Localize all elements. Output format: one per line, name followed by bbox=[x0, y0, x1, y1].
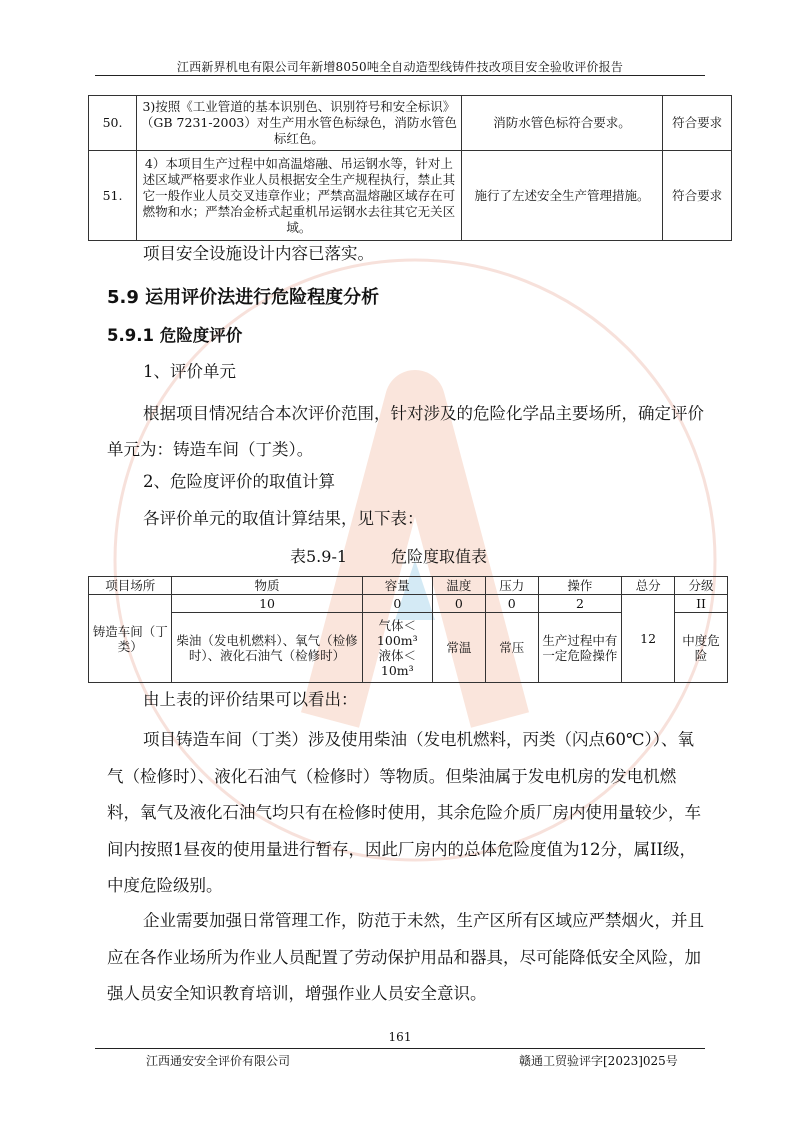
header-substance: 物质 bbox=[172, 577, 362, 595]
table-row bbox=[89, 151, 732, 241]
check-verdict: 符合要求 bbox=[663, 96, 732, 151]
check-measure: 消防水管色标符合要求。 bbox=[461, 96, 663, 151]
page-number: 161 bbox=[388, 1030, 412, 1044]
header-pressure: 压力 bbox=[485, 577, 538, 595]
safety-check-table bbox=[88, 95, 732, 241]
check-verdict: 符合要求 bbox=[663, 151, 732, 241]
caption-title: 危险度取值表 bbox=[391, 547, 488, 566]
header-capacity: 容量 bbox=[362, 577, 432, 595]
paragraph-recommend: 企业需要加强日常管理工作，防范于未然，生产区所有区域应严禁烟火，并且应在各作业场所为作业人员配置了劳动保护用品和器具，尽可能降低安全风险，加强人员安全知识教育培训，增强作业人员安全意识。 bbox=[107, 911, 704, 1003]
hazard-table bbox=[88, 576, 728, 683]
page-header: 江西新界机电有限公司年新增8050吨全自动造型线铸件技改项目安全验收评价报告 bbox=[176, 60, 624, 74]
cell-total: 12 bbox=[622, 595, 675, 683]
check-content: 3)按照《工业管道的基本识别色、识别符号和安全标识》（GB 7231-2003）对生产用水管色标绿色，消防水管色标红色。 bbox=[137, 96, 462, 151]
header-total: 总分 bbox=[622, 577, 675, 595]
list-item-2: 2、危险度评价的取值计算 bbox=[143, 472, 335, 491]
table-caption bbox=[290, 544, 531, 567]
score-temperature: 0 bbox=[432, 595, 485, 613]
paragraph-analysis: 项目铸造车间（丁类）涉及使用柴油（发电机燃料，丙类（闪点60℃））、氧气（检修时）、液化石油气（检修时）等物质。但柴油属于发电机房的发电机燃料，氧气及液化石油气均只有在检修时使用，其余危险介质厂房内使用量较少，车间内按照1昼夜的使用量进行暂存，因此厂房内的总体危险度值为12分，属II级，中度危险级别。 bbox=[107, 730, 701, 895]
cell-substance: 柴油（发电机燃料）、氧气（检修时）、液化石油气（检修时） bbox=[172, 613, 362, 683]
section-title: 5.9 运用评价法进行危险程度分析 bbox=[107, 287, 380, 308]
row-number: 51. bbox=[89, 151, 137, 241]
cell-grade-text: 中度危险 bbox=[675, 613, 728, 683]
cell-pressure: 常压 bbox=[485, 613, 538, 683]
list-item-1: 1、评价单元 bbox=[143, 362, 236, 381]
cell-capacity bbox=[362, 613, 432, 683]
header-operation: 操作 bbox=[538, 577, 621, 595]
check-measure: 施行了左述安全生产管理措施。 bbox=[461, 151, 663, 241]
table-row bbox=[89, 96, 732, 151]
table-header-row bbox=[89, 577, 728, 595]
paragraph-implemented: 项目安全设施设计内容已落实。 bbox=[143, 244, 374, 263]
paragraph-unit: 根据项目情况结合本次评价范围，针对涉及的危险化学品主要场所，确定评价单元为：铸造车间（丁类）。 bbox=[107, 404, 704, 459]
header-temperature: 温度 bbox=[432, 577, 485, 595]
cell-temperature: 常温 bbox=[432, 613, 485, 683]
header-grade: 分级 bbox=[675, 577, 728, 595]
paragraph-results: 各评价单元的取值计算结果，见下表： bbox=[143, 509, 424, 528]
score-operation: 2 bbox=[538, 595, 621, 613]
cell-grade-roman: II bbox=[675, 595, 728, 613]
capacity-gas: 气体＜100m³ bbox=[376, 617, 418, 648]
paragraph-conclusion-lead: 由上表的评价结果可以看出： bbox=[143, 690, 358, 709]
check-content: 4）本项目生产过程中如高温熔融、吊运钢水等，针对上述区域严格要求作业人员根据安全生产规程执行，禁止其它一般作业人员交叉违章作业；严禁高温熔融区域存在可燃物和水；严禁冶金桥式起重机吊运钢水去往其它无关区域。 bbox=[137, 151, 462, 241]
header-divider bbox=[95, 75, 705, 76]
footer-doc-code: 赣通工贸验评字[2023]025号 bbox=[519, 1054, 678, 1068]
score-pressure: 0 bbox=[485, 595, 538, 613]
caption-number: 表5.9-1 bbox=[290, 547, 348, 566]
cell-operation: 生产过程中有一定危险操作 bbox=[538, 613, 621, 683]
score-capacity: 0 bbox=[362, 595, 432, 613]
score-row bbox=[89, 595, 728, 613]
row-number: 50. bbox=[89, 96, 137, 151]
footer-divider bbox=[95, 1048, 705, 1049]
subsection-title: 5.9.1 危险度评价 bbox=[107, 326, 243, 345]
score-substance: 10 bbox=[172, 595, 362, 613]
header-place: 项目场所 bbox=[89, 577, 172, 595]
footer-company: 江西通安安全评价有限公司 bbox=[146, 1054, 291, 1068]
capacity-liquid: 液体＜10m³ bbox=[378, 647, 417, 678]
cell-place: 铸造车间（丁类） bbox=[89, 595, 172, 683]
